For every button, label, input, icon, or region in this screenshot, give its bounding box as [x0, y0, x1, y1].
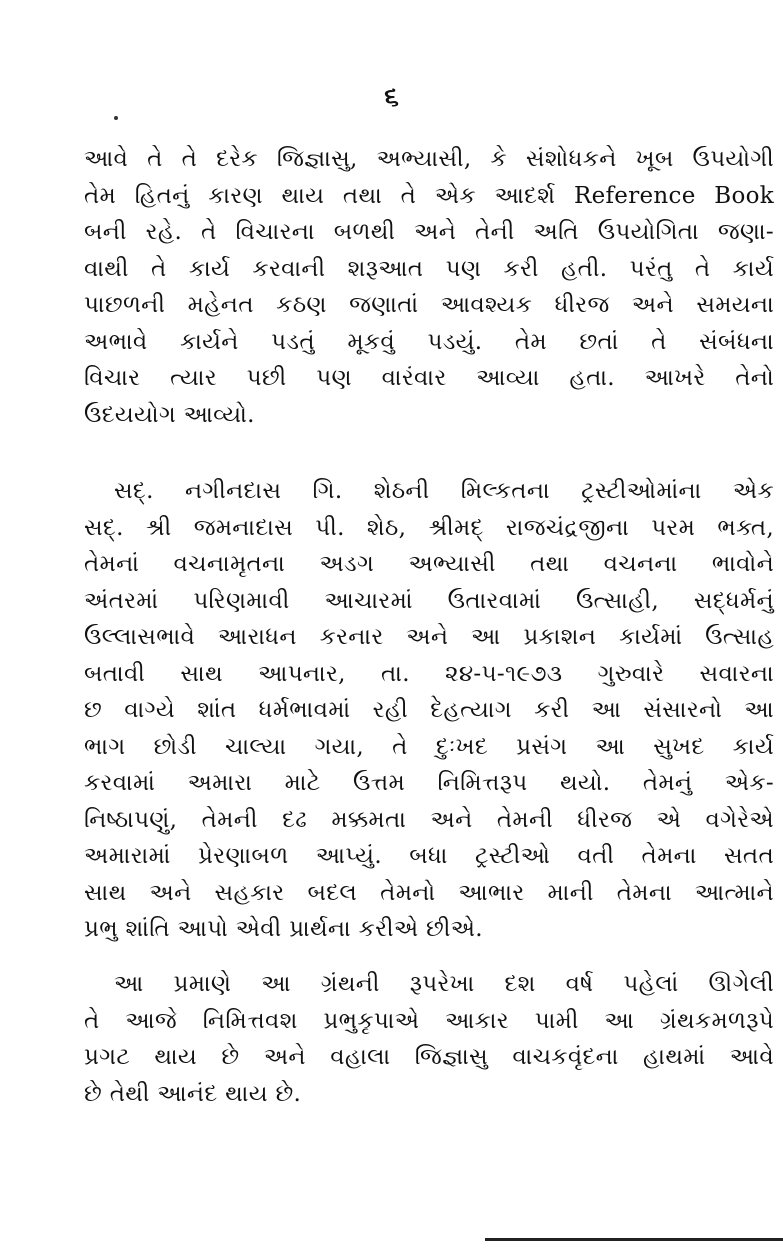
text-line: પ્રભુ શાંતિ આપો એવી પ્રાર્થના કરીએ છીએ. [84, 916, 483, 942]
text-line: છ વાગ્યે શાંત ધર્મભાવમાં રહી દેહત્યાગ કરી આ સંસારનો આ [84, 697, 774, 723]
text-line: ઉલ્લાસભાવે આરાધન કરનાર અને આ પ્રકાશન કાર્યમાં ઉત્સાહ [84, 624, 774, 650]
text-line: સદ્. શ્રી જમનાદાસ પી. શેઠ, શ્રીમદ્ રાજચંદ્રજીના પરમ ભક્ત, [84, 514, 774, 541]
text-line: ભાગ છોડી ચાલ્યા ગયા, તે દુઃખદ પ્રસંગ આ સુખદ કાર્ય [84, 733, 774, 760]
ink-speck [114, 116, 118, 120]
paragraph-1 [84, 141, 774, 433]
paragraph-3 [84, 966, 774, 1112]
text-line: અમારામાં પ્રેરણાબળ આપ્યું. બધા ટ્રસ્ટીઓ વતી તેમના સતત [84, 843, 774, 869]
text-line: છે તેથી આનંદ થાય છે. [84, 1080, 302, 1107]
text-line: બની રહે. તે વિચારના બળથી અને તેની અતિ ઉપયોગિતા જણા- [84, 219, 774, 245]
text-line: સાથ અને સહકાર બદલ તેમનો આભાર માની તેમના આત્માને [84, 879, 774, 906]
text-line: ઉદયયોગ આવ્યો. [84, 401, 255, 428]
text-line: તે આજે નિમિત્તવશ પ્રભુકૃપાએ આકાર પામી આ ગ્રંથકમળરૂપે [84, 1007, 774, 1034]
text-line: આવે તે તે દરેક જિજ્ઞાસુ, અભ્યાસી, કે સંશોધકને ખૂબ ઉપયોગી [84, 146, 774, 172]
text-line: વાથી તે કાર્ય કરવાની શરૂઆત પણ કરી હતી. પરંતુ તે કાર્ય [84, 255, 774, 282]
text-line: નિષ્ઠાપણું, તેમની દઢ મક્કમતા અને તેમની ધીરજ એ વગેરેએ [84, 806, 774, 833]
paragraph-2 [84, 473, 774, 948]
text-line: તેમ હિતનું કારણ થાય તથા તે એક આદર્શ Reference Book [84, 182, 774, 209]
page-number: ૬ [384, 82, 399, 112]
text-line: તેમનાં વચનામૃતના અડગ અભ્યાસી તથા વચનના ભાવોને [84, 551, 774, 577]
text-line: પાછળની મહેનત કઠણ જણાતાં આવશ્યક ધીરજ અને સમયના [84, 292, 774, 318]
text-line: બતાવી સાથ આપનાર, તા. ૨૪-૫-૧૯૭૩ ગુરુવારે સવારના [84, 660, 774, 687]
text-line: અભાવે કાર્યને પડતું મૂકવું પડયું. તેમ છતાં તે સંબંધના [84, 328, 774, 355]
text-line: પ્રગટ થાય છે અને વહાલા જિજ્ઞાસુ વાચકવૃંદના હાથમાં આવે [84, 1044, 774, 1070]
text-line: કરવામાં અમારા માટે ઉત્તમ નિમિત્તરૂપ થયો. તેમનું એક- [84, 770, 774, 796]
text-line: અંતરમાં પરિણમાવી આચારમાં ઉતારવામાં ઉત્સાહી, સદ્ધર્મનું [84, 587, 774, 614]
page-edge-rule [485, 1238, 783, 1241]
text-line: સદ્. નગીનદાસ ગિ. શેઠની મિલ્કતના ટ્રસ્ટીઓમાંના એક [114, 478, 774, 504]
text-line: વિચાર ત્યાર પછી પણ વારંવાર આવ્યા હતા. આખરે તેનો [84, 365, 774, 391]
text-line: આ પ્રમાણે આ ગ્રંથની રૂપરેખા દશ વર્ષ પહેલાં ઊગેલી [114, 971, 774, 997]
